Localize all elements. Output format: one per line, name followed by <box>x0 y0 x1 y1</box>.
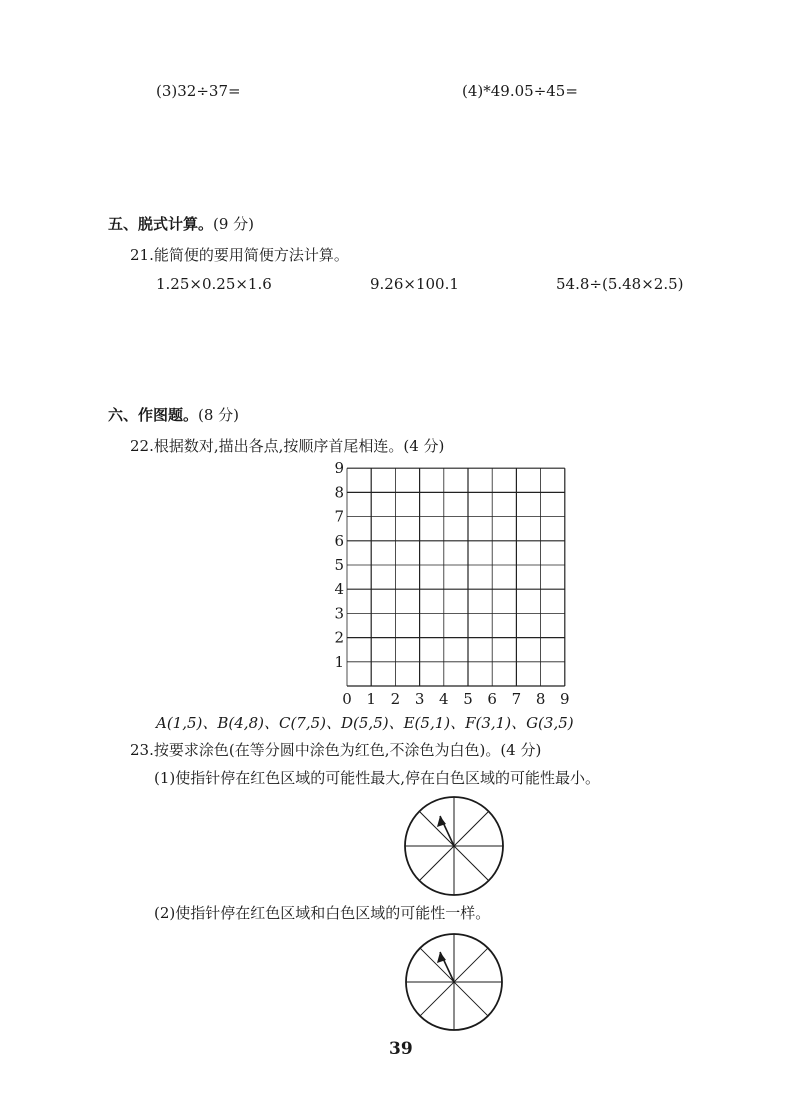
spinner-pointer <box>440 816 454 846</box>
question-21-prompt: 21.能简便的要用简便方法计算。 <box>130 246 349 264</box>
section-5-heading <box>108 217 254 232</box>
spinner-circle <box>405 797 503 895</box>
x-axis-label: 3 <box>414 690 425 708</box>
x-axis-label: 6 <box>487 690 497 708</box>
question-23-prompt: 23.按要求涂色(在等分圆中涂色为红色,不涂色为白色)。(4 分) <box>130 741 542 759</box>
x-axis-label: 8 <box>535 690 546 708</box>
x-axis-label: 5 <box>463 690 473 708</box>
y-axis-label: 7 <box>334 507 344 526</box>
y-axis-label: 3 <box>334 604 344 623</box>
y-axis-label: 9 <box>334 459 344 478</box>
spinner-pointer <box>440 952 454 982</box>
section-5-points: (9 分) <box>213 215 255 233</box>
page-number: 39 <box>389 1039 413 1059</box>
x-axis-label: 0 <box>342 690 352 708</box>
x-axis-label: 7 <box>511 690 522 708</box>
problem-3: (3)32÷37= <box>156 82 241 100</box>
spinner-divider <box>420 948 488 1016</box>
section-5-title: 五、脱式计算。 <box>108 215 214 233</box>
question-21-expr-2: 9.26×100.1 <box>370 275 459 293</box>
spinner-arrowhead <box>437 816 446 827</box>
spinner-arrowhead <box>437 952 446 963</box>
y-axis-label: 1 <box>334 652 344 671</box>
section-6-heading <box>108 408 239 423</box>
problem-4: (4)*49.05÷45= <box>462 82 578 100</box>
question-22-prompt: 22.根据数对,描出各点,按顺序首尾相连。(4 分) <box>130 437 445 455</box>
y-axis-label: 2 <box>334 628 344 647</box>
x-axis-label: 1 <box>366 690 376 708</box>
section-6-points: (8 分) <box>198 406 240 424</box>
spinner-divider <box>419 811 488 880</box>
question-23-part-2: (2)使指针停在红色区域和白色区域的可能性一样。 <box>154 904 491 922</box>
question-21-expr-3: 54.8÷(5.48×2.5) <box>556 275 684 293</box>
y-axis-label: 8 <box>334 483 344 502</box>
section-6-title: 六、作图题。 <box>108 406 199 424</box>
y-axis-label: 4 <box>334 580 344 599</box>
y-axis-label: 5 <box>334 556 344 574</box>
x-axis-label: 4 <box>439 690 449 708</box>
x-axis-label: 2 <box>390 690 401 708</box>
spinner-circle <box>406 934 502 1030</box>
x-axis-label: 9 <box>560 690 570 708</box>
question-21-expr-1: 1.25×0.25×1.6 <box>156 275 272 293</box>
y-axis-label: 6 <box>334 531 344 550</box>
spinner-divider <box>420 948 488 1016</box>
points-list: A(1,5)、B(4,8)、C(7,5)、D(5,5)、E(5,1)、F(3,1)、G(3,5) <box>156 714 574 732</box>
spinner-divider <box>419 811 488 880</box>
question-23-part-1: (1)使指针停在红色区域的可能性最大,停在白色区域的可能性最小。 <box>154 769 601 787</box>
